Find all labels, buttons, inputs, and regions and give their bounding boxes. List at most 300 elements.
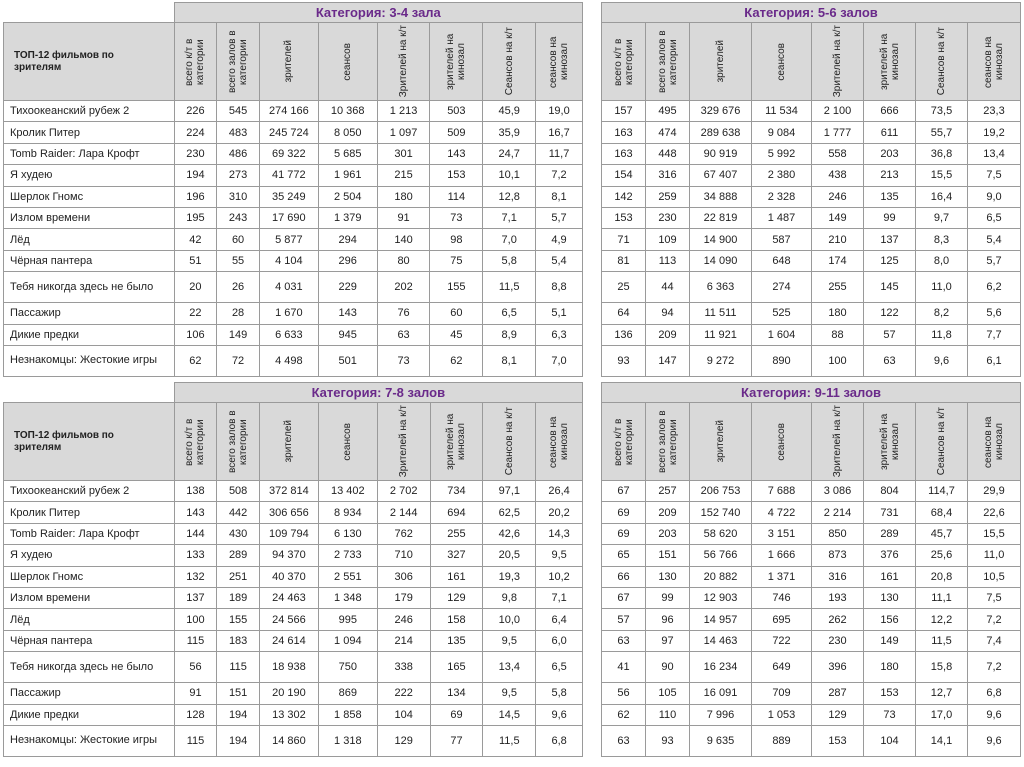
value-cell: 100 [812, 345, 864, 376]
column-header [916, 403, 968, 481]
value-cell: 99 [864, 207, 916, 228]
value-cell: 135 [864, 186, 916, 207]
column-header [259, 403, 318, 481]
film-name: Tomb Raider: Лара Крофт [4, 523, 175, 544]
table-row [602, 345, 1021, 376]
value-cell: 42 [174, 229, 217, 250]
value-cell: 16,4 [916, 186, 968, 207]
value-cell: 13,4 [968, 143, 1021, 164]
film-name: Незнакомцы: Жестокие игры [4, 345, 175, 376]
value-cell: 215 [377, 165, 430, 186]
value-cell: 109 [646, 229, 690, 250]
value-cell: 6 633 [259, 324, 318, 345]
value-cell: 80 [377, 250, 430, 271]
value-cell: 63 [864, 345, 916, 376]
value-cell: 5,7 [536, 207, 583, 228]
value-cell: 109 794 [259, 523, 318, 544]
value-cell: 804 [864, 481, 916, 502]
column-header-label: зрителей на кинозал [878, 413, 901, 470]
corner-cell [4, 383, 175, 403]
value-cell: 6,5 [536, 652, 583, 683]
value-cell: 850 [812, 523, 864, 544]
column-header-label: сеансов на кинозал [548, 35, 571, 88]
value-cell: 35 249 [259, 186, 318, 207]
value-cell: 58 620 [690, 523, 752, 544]
value-cell: 7,2 [536, 165, 583, 186]
table-block-9-11 [601, 382, 1020, 757]
value-cell: 91 [377, 207, 430, 228]
column-header-label: сеансов на кинозал [983, 415, 1006, 468]
column-header [377, 403, 430, 481]
value-cell: 24 614 [259, 630, 318, 651]
value-cell: 93 [602, 345, 646, 376]
column-header-label: Зрителей на к/т [398, 405, 410, 478]
value-cell: 163 [602, 122, 646, 143]
column-header-label: зрителей на кинозал [878, 33, 901, 90]
value-cell: 143 [174, 502, 217, 523]
value-cell: 11 921 [690, 324, 752, 345]
value-cell: 57 [602, 609, 646, 630]
value-cell: 69 [430, 704, 483, 725]
value-cell: 9 084 [752, 122, 812, 143]
column-header-label: Сеансов на к/т [503, 27, 515, 96]
value-cell: 10,1 [483, 165, 536, 186]
value-cell: 104 [377, 704, 430, 725]
table-row [602, 704, 1021, 725]
table-row [602, 523, 1021, 544]
value-cell: 44 [646, 272, 690, 303]
table-row [602, 207, 1021, 228]
value-cell: 93 [646, 725, 690, 756]
value-cell: 7,2 [968, 652, 1021, 683]
value-cell: 143 [318, 303, 377, 324]
stats-table [601, 2, 1021, 377]
value-cell: 372 814 [259, 481, 318, 502]
value-cell: 11,0 [968, 545, 1021, 566]
stats-table [601, 382, 1021, 757]
value-cell: 483 [217, 122, 260, 143]
value-cell: 376 [864, 545, 916, 566]
value-cell: 213 [864, 165, 916, 186]
table-row [602, 303, 1021, 324]
table-row [4, 250, 583, 271]
value-cell: 9,5 [483, 683, 536, 704]
value-cell: 20 190 [259, 683, 318, 704]
value-cell: 19,0 [536, 101, 583, 122]
value-cell: 10,0 [483, 609, 536, 630]
value-cell: 11,5 [483, 272, 536, 303]
value-cell: 8,1 [483, 345, 536, 376]
value-cell: 67 407 [690, 165, 752, 186]
value-cell: 945 [318, 324, 377, 345]
value-cell: 129 [430, 587, 483, 608]
value-cell: 525 [752, 303, 812, 324]
value-cell: 195 [174, 207, 217, 228]
value-cell: 1 604 [752, 324, 812, 345]
table-block-3-4 [3, 2, 583, 377]
table-row [4, 101, 583, 122]
value-cell: 5,7 [968, 250, 1021, 271]
value-cell: 6,5 [968, 207, 1021, 228]
value-cell: 149 [812, 207, 864, 228]
column-header-label: Сеансов на к/т [936, 27, 947, 96]
value-cell: 230 [174, 143, 217, 164]
category-title: Категория: 5-6 залов [602, 3, 1021, 23]
value-cell: 11,8 [916, 324, 968, 345]
value-cell: 430 [217, 523, 260, 544]
value-cell: 2 100 [812, 101, 864, 122]
value-cell: 474 [646, 122, 690, 143]
value-cell: 96 [646, 609, 690, 630]
value-cell: 214 [377, 630, 430, 651]
column-header [174, 403, 217, 481]
value-cell: 62 [602, 704, 646, 725]
value-cell: 12 903 [690, 587, 752, 608]
value-cell: 153 [430, 165, 483, 186]
column-header-label: сеансов на кинозал [548, 415, 571, 468]
film-name: Тихоокеанский рубеж 2 [4, 481, 175, 502]
value-cell: 10 368 [318, 101, 377, 122]
column-header-label: Сеансов на к/т [936, 407, 947, 476]
value-cell: 180 [377, 186, 430, 207]
value-cell: 25 [602, 272, 646, 303]
value-cell: 7,0 [483, 229, 536, 250]
value-cell: 67 [602, 481, 646, 502]
value-cell: 72 [217, 345, 260, 376]
column-header [752, 403, 812, 481]
value-cell: 5 685 [318, 143, 377, 164]
column-header [217, 403, 260, 481]
value-cell: 7,4 [968, 630, 1021, 651]
value-cell: 316 [646, 165, 690, 186]
table-row [602, 609, 1021, 630]
value-cell: 255 [812, 272, 864, 303]
value-cell: 143 [430, 143, 483, 164]
value-cell: 57 [864, 324, 916, 345]
table-row [602, 122, 1021, 143]
table-row [4, 345, 583, 376]
value-cell: 274 166 [259, 101, 318, 122]
value-cell: 155 [217, 609, 260, 630]
value-cell: 25,6 [916, 545, 968, 566]
value-cell: 90 [646, 652, 690, 683]
value-cell: 273 [217, 165, 260, 186]
value-cell: 1 094 [318, 630, 377, 651]
value-cell: 9 272 [690, 345, 752, 376]
value-cell: 889 [752, 725, 812, 756]
column-header [217, 23, 260, 101]
column-header [916, 23, 968, 101]
value-cell: 36,8 [916, 143, 968, 164]
value-cell: 63 [377, 324, 430, 345]
value-cell: 161 [864, 566, 916, 587]
value-cell: 147 [646, 345, 690, 376]
column-header [259, 23, 318, 101]
table-row [4, 630, 583, 651]
table-row [602, 165, 1021, 186]
value-cell: 63 [602, 725, 646, 756]
table-row [602, 186, 1021, 207]
value-cell: 9,8 [483, 587, 536, 608]
value-cell: 1 670 [259, 303, 318, 324]
film-name: Чёрная пантера [4, 250, 175, 271]
value-cell: 289 [217, 545, 260, 566]
value-cell: 100 [174, 609, 217, 630]
value-cell: 75 [430, 250, 483, 271]
row-header: ТОП-12 фильмов по зрителям [4, 403, 175, 481]
value-cell: 694 [430, 502, 483, 523]
value-cell: 24,7 [483, 143, 536, 164]
value-cell: 648 [752, 250, 812, 271]
table-row [602, 272, 1021, 303]
value-cell: 255 [430, 523, 483, 544]
value-cell: 7,0 [536, 345, 583, 376]
value-cell: 16,7 [536, 122, 583, 143]
value-cell: 7 996 [690, 704, 752, 725]
table-row [4, 523, 583, 544]
value-cell: 486 [217, 143, 260, 164]
column-header-label: сеансов [342, 422, 354, 461]
value-cell: 99 [646, 587, 690, 608]
film-name: Шерлок Гномс [4, 566, 175, 587]
film-name: Тебя никогда здесь не было [4, 272, 175, 303]
value-cell: 13,4 [483, 652, 536, 683]
value-cell: 734 [430, 481, 483, 502]
value-cell: 73 [377, 345, 430, 376]
value-cell: 587 [752, 229, 812, 250]
value-cell: 257 [646, 481, 690, 502]
value-cell: 22 [174, 303, 217, 324]
value-cell: 8,2 [916, 303, 968, 324]
value-cell: 5,4 [968, 229, 1021, 250]
table-block-5-6 [601, 2, 1020, 377]
value-cell: 209 [646, 502, 690, 523]
column-header [483, 403, 536, 481]
value-cell: 329 676 [690, 101, 752, 122]
column-header-label: Зрителей на к/т [398, 25, 410, 98]
film-name: Лёд [4, 229, 175, 250]
value-cell: 115 [174, 725, 217, 756]
value-cell: 20,5 [483, 545, 536, 566]
row-header: ТОП-12 фильмов по зрителям [4, 23, 175, 101]
film-name: Тебя никогда здесь не было [4, 652, 175, 683]
value-cell: 8,0 [916, 250, 968, 271]
value-cell: 1 318 [318, 725, 377, 756]
column-header [812, 403, 864, 481]
value-cell: 222 [377, 683, 430, 704]
value-cell: 19,2 [968, 122, 1021, 143]
value-cell: 110 [646, 704, 690, 725]
value-cell: 545 [217, 101, 260, 122]
column-header-label: всего залов в категории [227, 410, 250, 473]
table-row [602, 587, 1021, 608]
value-cell: 51 [174, 250, 217, 271]
value-cell: 7,5 [968, 165, 1021, 186]
value-cell: 15,8 [916, 652, 968, 683]
column-header [864, 23, 916, 101]
value-cell: 97 [646, 630, 690, 651]
value-cell: 12,8 [483, 186, 536, 207]
value-cell: 13 302 [259, 704, 318, 725]
value-cell: 76 [377, 303, 430, 324]
value-cell: 5 992 [752, 143, 812, 164]
table-row [4, 502, 583, 523]
value-cell: 105 [646, 683, 690, 704]
value-cell: 6,5 [483, 303, 536, 324]
value-cell: 873 [812, 545, 864, 566]
value-cell: 746 [752, 587, 812, 608]
value-cell: 709 [752, 683, 812, 704]
value-cell: 2 733 [318, 545, 377, 566]
value-cell: 509 [430, 122, 483, 143]
column-header-label: сеансов [776, 42, 787, 81]
column-header-label: Зрителей на к/т [832, 25, 843, 98]
value-cell: 9,6 [536, 704, 583, 725]
column-header [968, 403, 1021, 481]
column-header [646, 23, 690, 101]
value-cell: 7,5 [968, 587, 1021, 608]
table-row [4, 303, 583, 324]
value-cell: 495 [646, 101, 690, 122]
table-row [602, 683, 1021, 704]
stats-table [3, 2, 583, 377]
value-cell: 1 961 [318, 165, 377, 186]
value-cell: 45 [430, 324, 483, 345]
value-cell: 4 031 [259, 272, 318, 303]
value-cell: 45,9 [483, 101, 536, 122]
value-cell: 23,3 [968, 101, 1021, 122]
value-cell: 230 [812, 630, 864, 651]
value-cell: 94 370 [259, 545, 318, 566]
value-cell: 137 [864, 229, 916, 250]
value-cell: 203 [646, 523, 690, 544]
column-header-label: всего к/т в категории [612, 417, 635, 466]
value-cell: 88 [812, 324, 864, 345]
value-cell: 4 498 [259, 345, 318, 376]
value-cell: 15,5 [916, 165, 968, 186]
value-cell: 438 [812, 165, 864, 186]
value-cell: 65 [602, 545, 646, 566]
value-cell: 7,1 [536, 587, 583, 608]
value-cell: 1 213 [377, 101, 430, 122]
value-cell: 448 [646, 143, 690, 164]
value-cell: 165 [430, 652, 483, 683]
value-cell: 14 090 [690, 250, 752, 271]
table-row [4, 122, 583, 143]
value-cell: 6,0 [536, 630, 583, 651]
category-title: Категория: 3-4 зала [174, 3, 582, 23]
film-name: Дикие предки [4, 704, 175, 725]
value-cell: 396 [812, 652, 864, 683]
value-cell: 2 551 [318, 566, 377, 587]
value-cell: 77 [430, 725, 483, 756]
column-header [690, 23, 752, 101]
value-cell: 144 [174, 523, 217, 544]
value-cell: 129 [812, 704, 864, 725]
film-name: Кролик Питер [4, 122, 175, 143]
value-cell: 14,1 [916, 725, 968, 756]
value-cell: 20 882 [690, 566, 752, 587]
value-cell: 1 053 [752, 704, 812, 725]
value-cell: 5,4 [536, 250, 583, 271]
value-cell: 24 566 [259, 609, 318, 630]
film-name: Излом времени [4, 587, 175, 608]
value-cell: 26 [217, 272, 260, 303]
table-row [4, 324, 583, 345]
value-cell: 501 [318, 345, 377, 376]
value-cell: 710 [377, 545, 430, 566]
value-cell: 316 [812, 566, 864, 587]
value-cell: 9,5 [483, 630, 536, 651]
value-cell: 9,7 [916, 207, 968, 228]
value-cell: 40 370 [259, 566, 318, 587]
column-header [968, 23, 1021, 101]
value-cell: 229 [318, 272, 377, 303]
value-cell: 224 [174, 122, 217, 143]
column-header-label: всего залов в категории [227, 30, 250, 93]
value-cell: 259 [646, 186, 690, 207]
column-header [377, 23, 430, 101]
value-cell: 294 [318, 229, 377, 250]
value-cell: 41 772 [259, 165, 318, 186]
value-cell: 155 [430, 272, 483, 303]
table-row [4, 143, 583, 164]
table-row [4, 587, 583, 608]
value-cell: 71 [602, 229, 646, 250]
value-cell: 149 [217, 324, 260, 345]
value-cell: 14,3 [536, 523, 583, 544]
value-cell: 69 322 [259, 143, 318, 164]
value-cell: 161 [430, 566, 483, 587]
value-cell: 135 [430, 630, 483, 651]
value-cell: 9,6 [916, 345, 968, 376]
value-cell: 9,0 [968, 186, 1021, 207]
value-cell: 56 [602, 683, 646, 704]
value-cell: 60 [217, 229, 260, 250]
value-cell: 129 [377, 725, 430, 756]
value-cell: 7,1 [483, 207, 536, 228]
value-cell: 8 934 [318, 502, 377, 523]
value-cell: 62,5 [483, 502, 536, 523]
table-row [602, 229, 1021, 250]
table-row [4, 207, 583, 228]
value-cell: 193 [812, 587, 864, 608]
column-header [690, 403, 752, 481]
value-cell: 503 [430, 101, 483, 122]
value-cell: 202 [377, 272, 430, 303]
table-row [4, 272, 583, 303]
value-cell: 2 328 [752, 186, 812, 207]
value-cell: 113 [646, 250, 690, 271]
column-header-label: всего залов в категории [656, 30, 679, 93]
value-cell: 163 [602, 143, 646, 164]
value-cell: 1 348 [318, 587, 377, 608]
value-cell: 19,3 [483, 566, 536, 587]
column-header-label: всего к/т в категории [184, 417, 207, 466]
value-cell: 145 [864, 272, 916, 303]
value-cell: 246 [812, 186, 864, 207]
value-cell: 16 091 [690, 683, 752, 704]
value-cell: 14 463 [690, 630, 752, 651]
value-cell: 130 [646, 566, 690, 587]
value-cell: 138 [174, 481, 217, 502]
value-cell: 6,1 [968, 345, 1021, 376]
value-cell: 42,6 [483, 523, 536, 544]
value-cell: 104 [864, 725, 916, 756]
value-cell: 55,7 [916, 122, 968, 143]
table-row [602, 481, 1021, 502]
value-cell: 132 [174, 566, 217, 587]
